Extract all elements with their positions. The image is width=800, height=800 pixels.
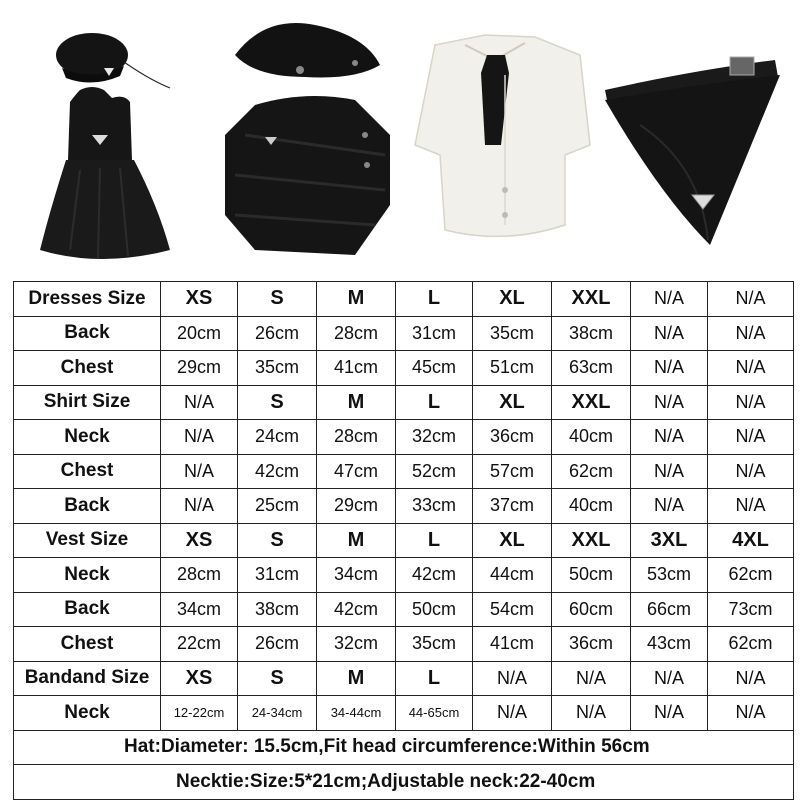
table-cell: 44cm xyxy=(473,558,552,593)
table-cell: 28cm xyxy=(161,558,238,593)
hooded-vest-image xyxy=(205,15,405,270)
table-cell: N/A xyxy=(552,661,631,696)
table-cell: 29cm xyxy=(317,489,396,524)
row-label: Back xyxy=(14,316,161,351)
table-cell: 28cm xyxy=(317,420,396,455)
table-cell: 42cm xyxy=(238,454,317,489)
hat-note: Hat:Diameter: 15.5cm,Fit head circumference:Within 56cm xyxy=(14,730,794,765)
table-cell: 60cm xyxy=(552,592,631,627)
table-cell: N/A xyxy=(708,696,794,731)
table-row xyxy=(14,351,794,386)
table-cell: 51cm xyxy=(473,351,552,386)
table-cell: N/A xyxy=(708,420,794,455)
table-row xyxy=(14,592,794,627)
table-cell: 63cm xyxy=(552,351,631,386)
row-label: Chest xyxy=(14,454,161,489)
table-cell: 62cm xyxy=(552,454,631,489)
table-row xyxy=(14,661,794,696)
row-label: Vest Size xyxy=(14,523,161,558)
row-label: Back xyxy=(14,489,161,524)
table-cell: 35cm xyxy=(396,627,473,662)
table-cell: N/A xyxy=(708,385,794,420)
size-chart-table xyxy=(13,281,794,800)
table-cell: 52cm xyxy=(396,454,473,489)
table-cell: 20cm xyxy=(161,316,238,351)
row-label: Chest xyxy=(14,351,161,386)
table-cell: N/A xyxy=(631,351,708,386)
table-cell: N/A xyxy=(708,489,794,524)
row-label: Dresses Size xyxy=(14,282,161,317)
table-cell: 41cm xyxy=(473,627,552,662)
row-label: Neck xyxy=(14,420,161,455)
necktie-note-row xyxy=(14,765,794,800)
table-cell: N/A xyxy=(631,696,708,731)
table-cell: XS xyxy=(161,282,238,317)
table-cell: S xyxy=(238,661,317,696)
table-cell: 31cm xyxy=(396,316,473,351)
table-cell: N/A xyxy=(708,454,794,489)
table-cell: 34-44cm xyxy=(317,696,396,731)
table-cell: 37cm xyxy=(473,489,552,524)
table-cell: 28cm xyxy=(317,316,396,351)
table-cell: 62cm xyxy=(708,558,794,593)
table-cell: XXL xyxy=(552,282,631,317)
table-cell: XXL xyxy=(552,385,631,420)
dress-with-beret-image xyxy=(20,10,200,270)
table-row xyxy=(14,627,794,662)
table-row xyxy=(14,696,794,731)
table-cell: 24cm xyxy=(238,420,317,455)
table-cell: N/A xyxy=(473,696,552,731)
table-cell: S xyxy=(238,385,317,420)
table-cell: M xyxy=(317,523,396,558)
table-cell: XL xyxy=(473,385,552,420)
table-cell: M xyxy=(317,661,396,696)
table-row xyxy=(14,282,794,317)
table-cell: N/A xyxy=(552,696,631,731)
table-cell: 35cm xyxy=(473,316,552,351)
row-label: Neck xyxy=(14,696,161,731)
table-cell: N/A xyxy=(161,420,238,455)
table-cell: M xyxy=(317,282,396,317)
table-cell: 33cm xyxy=(396,489,473,524)
table-cell: 44-65cm xyxy=(396,696,473,731)
table-cell: 35cm xyxy=(238,351,317,386)
table-cell: N/A xyxy=(708,282,794,317)
product-photos xyxy=(0,0,800,280)
table-cell: 12-22cm xyxy=(161,696,238,731)
table-cell: N/A xyxy=(631,385,708,420)
table-cell: 57cm xyxy=(473,454,552,489)
table-cell: N/A xyxy=(631,420,708,455)
hat-note-row xyxy=(14,730,794,765)
table-cell: N/A xyxy=(708,661,794,696)
table-cell: N/A xyxy=(161,454,238,489)
row-label: Bandand Size xyxy=(14,661,161,696)
table-cell: 3XL xyxy=(631,523,708,558)
table-cell: 36cm xyxy=(473,420,552,455)
table-cell: 53cm xyxy=(631,558,708,593)
table-cell: N/A xyxy=(631,661,708,696)
white-shirt-with-tie-image xyxy=(405,25,600,255)
table-cell: 34cm xyxy=(161,592,238,627)
table-cell: XS xyxy=(161,661,238,696)
table-cell: 50cm xyxy=(552,558,631,593)
table-row xyxy=(14,454,794,489)
table-cell: 36cm xyxy=(552,627,631,662)
table-cell: S xyxy=(238,282,317,317)
table-cell: N/A xyxy=(161,489,238,524)
table-row xyxy=(14,316,794,351)
table-cell: 73cm xyxy=(708,592,794,627)
table-cell: N/A xyxy=(161,385,238,420)
table-cell: 54cm xyxy=(473,592,552,627)
table-row xyxy=(14,558,794,593)
table-cell: S xyxy=(238,523,317,558)
table-cell: 43cm xyxy=(631,627,708,662)
table-cell: 40cm xyxy=(552,489,631,524)
table-cell: N/A xyxy=(708,351,794,386)
table-cell: 38cm xyxy=(552,316,631,351)
table-cell: 42cm xyxy=(396,558,473,593)
table-cell: 31cm xyxy=(238,558,317,593)
table-row xyxy=(14,523,794,558)
table-cell: 32cm xyxy=(317,627,396,662)
row-label: Shirt Size xyxy=(14,385,161,420)
table-cell: XXL xyxy=(552,523,631,558)
table-cell: L xyxy=(396,661,473,696)
table-cell: 66cm xyxy=(631,592,708,627)
table-cell: L xyxy=(396,523,473,558)
table-cell: 26cm xyxy=(238,316,317,351)
table-cell: XL xyxy=(473,523,552,558)
bandana-collar-image xyxy=(600,45,790,255)
table-cell: L xyxy=(396,385,473,420)
table-cell: 47cm xyxy=(317,454,396,489)
table-cell: 42cm xyxy=(317,592,396,627)
table-cell: 62cm xyxy=(708,627,794,662)
table-cell: 41cm xyxy=(317,351,396,386)
table-cell: 34cm xyxy=(317,558,396,593)
table-cell: 32cm xyxy=(396,420,473,455)
row-label: Back xyxy=(14,592,161,627)
table-row xyxy=(14,489,794,524)
table-cell: N/A xyxy=(631,282,708,317)
table-cell: 38cm xyxy=(238,592,317,627)
table-row xyxy=(14,420,794,455)
table-cell: XL xyxy=(473,282,552,317)
table-cell: 24-34cm xyxy=(238,696,317,731)
table-cell: XS xyxy=(161,523,238,558)
table-cell: 50cm xyxy=(396,592,473,627)
table-cell: M xyxy=(317,385,396,420)
table-cell: N/A xyxy=(631,454,708,489)
necktie-note: Necktie:Size:5*21cm;Adjustable neck:22-40cm xyxy=(14,765,794,800)
table-cell: 45cm xyxy=(396,351,473,386)
table-cell: N/A xyxy=(631,489,708,524)
table-cell: 25cm xyxy=(238,489,317,524)
table-cell: 40cm xyxy=(552,420,631,455)
row-label: Neck xyxy=(14,558,161,593)
table-cell: N/A xyxy=(631,316,708,351)
table-cell: 4XL xyxy=(708,523,794,558)
table-row xyxy=(14,385,794,420)
size-chart-body xyxy=(14,282,794,731)
table-cell: N/A xyxy=(708,316,794,351)
table-cell: N/A xyxy=(473,661,552,696)
table-cell: 29cm xyxy=(161,351,238,386)
table-cell: L xyxy=(396,282,473,317)
table-cell: 22cm xyxy=(161,627,238,662)
table-cell: 26cm xyxy=(238,627,317,662)
row-label: Chest xyxy=(14,627,161,662)
